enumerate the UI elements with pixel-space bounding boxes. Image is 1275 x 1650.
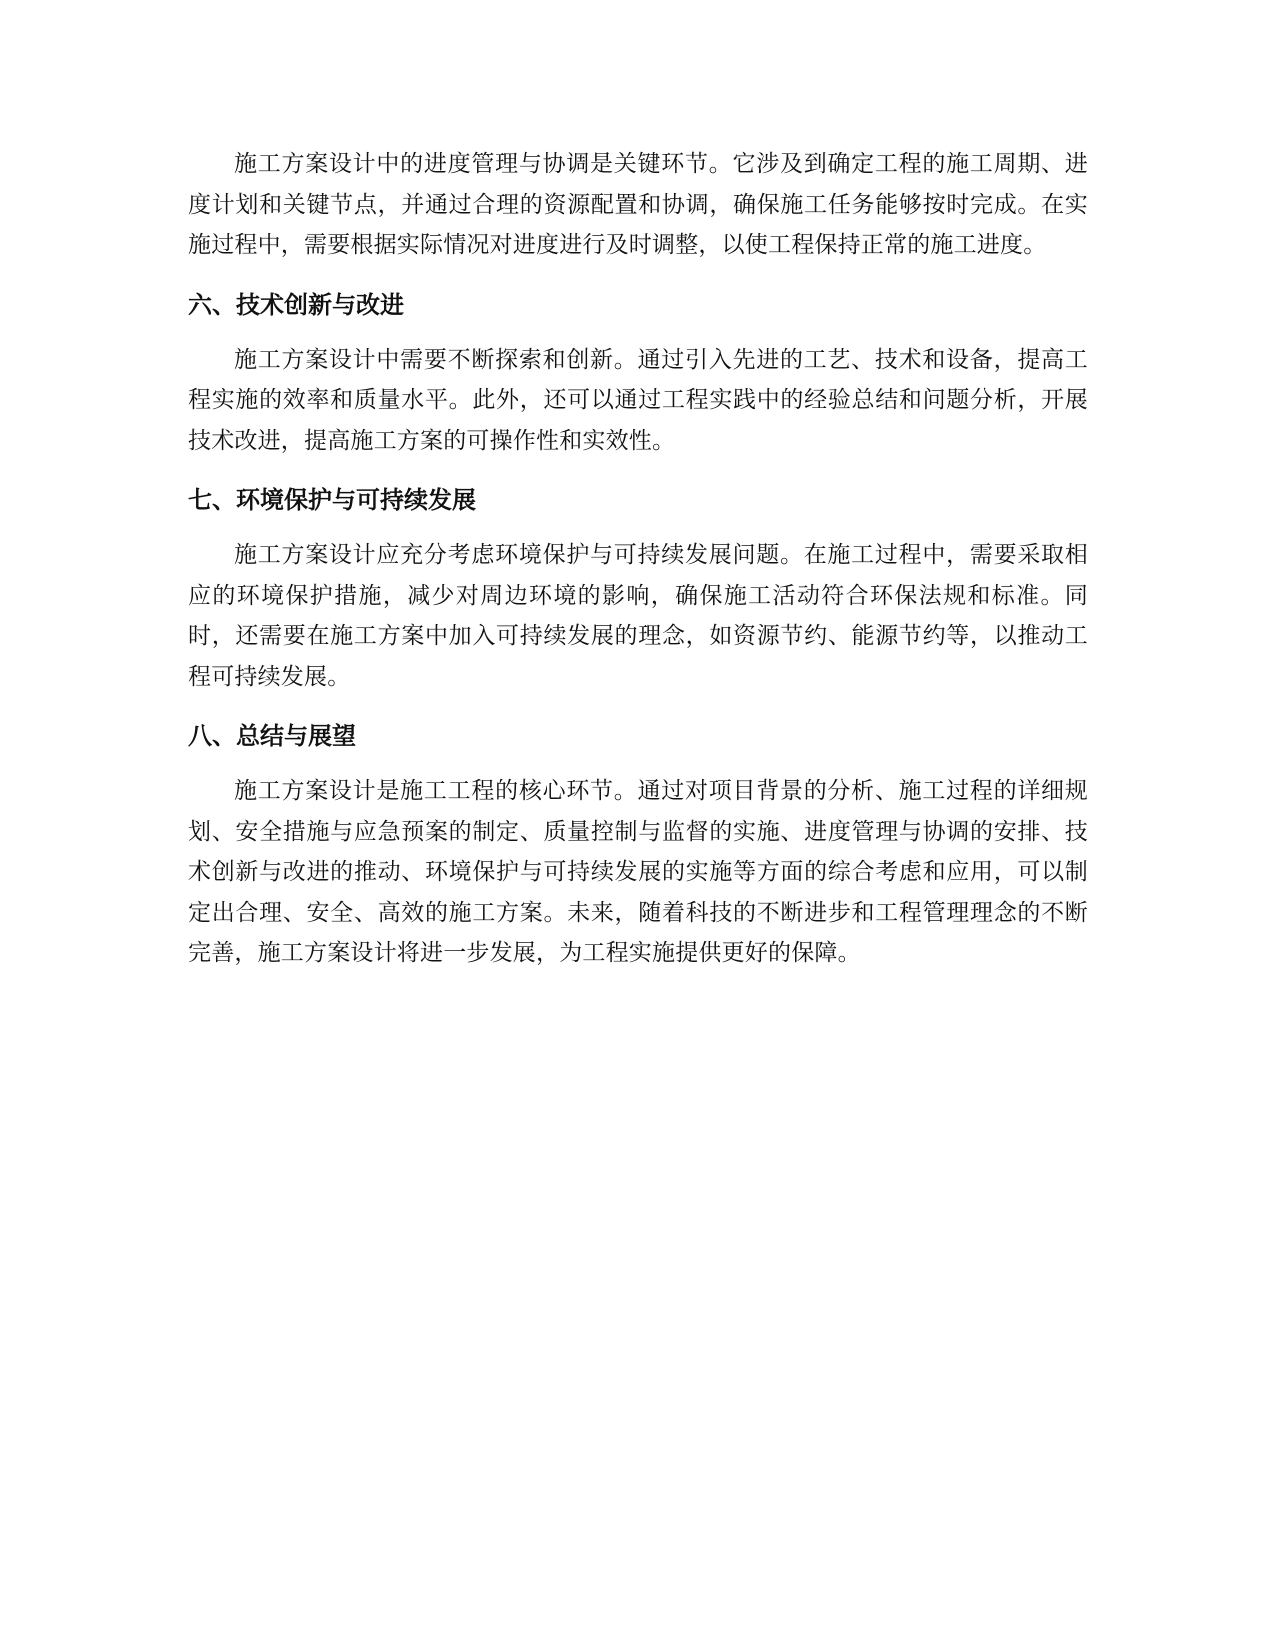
- document-body: [188, 144, 1088, 974]
- section-heading-innovation: 六、技术创新与改进: [188, 290, 404, 319]
- section-paragraph-environment: 施工方案设计应充分考虑环境保护与可持续发展问题。在施工过程中，需要采取相应的环境保护措施，减少对周边环境的影响，确保施工活动符合环保法规和标准。同时，还需要在施工方案中加入可持续发展的理念，如资源节约、能源节约等，以推动工程可持续发展。: [188, 542, 1088, 690]
- intro-paragraph: 施工方案设计中的进度管理与协调是关键环节。它涉及到确定工程的施工周期、进度计划和关键节点，并通过合理的资源配置和协调，确保施工任务能够按时完成。在实施过程中，需要根据实际情况对进度进行及时调整，以使工程保持正常的施工进度。: [188, 151, 1088, 258]
- section-heading-summary: 八、总结与展望: [188, 722, 356, 750]
- section-heading-environment: 七、环境保护与可持续发展: [188, 486, 476, 514]
- section-paragraph-summary: 施工方案设计是施工工程的核心环节。通过对项目背景的分析、施工过程的详细规划、安全措施与应急预案的制定、质量控制与监督的实施、进度管理与协调的安排、技术创新与改进的推动、环境保护与可持续发展的实施等方面的综合考虑和应用，可以制定出合理、安全、高效的施工方案。未来，随着科技的不断进步和工程管理理念的不断完善，施工方案设计将进一步发展，为工程实施提供更好的保障。: [188, 778, 1088, 966]
- section-paragraph-innovation: 施工方案设计中需要不断探索和创新。通过引入先进的工艺、技术和设备，提高工程实施的效率和质量水平。此外，还可以通过工程实践中的经验总结和问题分析，开展技术改进，提高施工方案的可操作性和实效性。: [188, 346, 1088, 454]
